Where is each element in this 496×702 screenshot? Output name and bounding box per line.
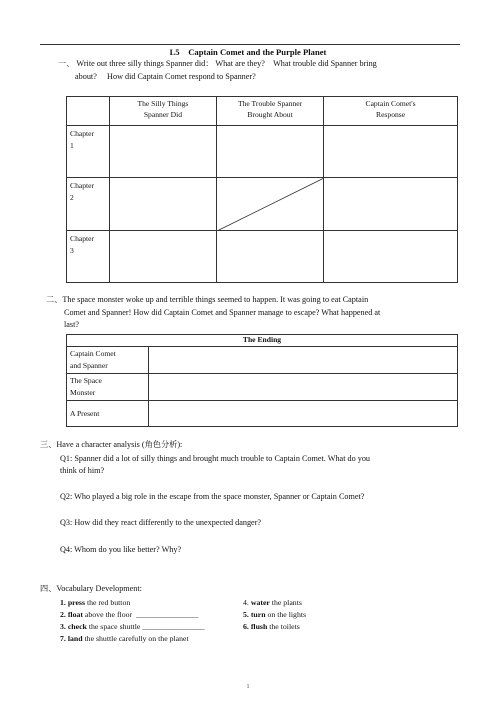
vocab-item-7: 7. land the shuttle carefully on the planet <box>60 634 189 643</box>
row-header-space-monster: The Space Monster <box>67 374 149 401</box>
page-title: L5 Captain Comet and the Purple Planet <box>169 47 327 57</box>
silly-things-table <box>66 96 458 283</box>
section1-question <box>58 58 377 83</box>
answer-cell[interactable] <box>149 401 458 427</box>
q1: Q1: Spanner did a lot of silly things and brought much trouble to Captain Comet. What do you think of him? <box>60 454 371 475</box>
section1-line-1: 一、 Write out three silly things Spanner did： What are they? What trouble did Spanner bring <box>58 59 377 68</box>
answer-cell[interactable] <box>324 178 458 231</box>
answer-cell[interactable] <box>109 178 216 231</box>
table-row <box>67 401 458 427</box>
vocab-item-1: 1. press the red button <box>60 598 131 607</box>
table-row <box>67 374 458 401</box>
col-header-silly-things: The Silly Things Spanner Did <box>109 97 216 126</box>
section1-line-2: about? How did Captain Comet respond to Spanner? <box>75 71 256 81</box>
corner-cell <box>67 97 110 126</box>
ending-table <box>66 334 458 427</box>
table-row <box>67 231 458 283</box>
vocab-item-3: 3. check the space shuttle ________________ <box>60 622 205 631</box>
answer-cell[interactable] <box>109 231 216 283</box>
answer-cell[interactable] <box>216 126 323 178</box>
page-number: 1 <box>246 684 250 690</box>
answer-cell[interactable] <box>149 347 458 374</box>
answer-cell[interactable] <box>324 126 458 178</box>
row-header-chapter-3: Chapter 3 <box>67 231 110 283</box>
section2-line-1: 二、The space monster woke up and terrible things seemed to happen. It was going to eat Captain <box>46 295 369 304</box>
answer-cell-struck[interactable] <box>216 178 323 231</box>
section4-heading: 四、Vocabulary Development: <box>40 584 142 593</box>
answer-cell[interactable] <box>216 231 323 283</box>
vocab-item-2: 2. float above the floor ________________ <box>60 610 199 619</box>
vocab-item-6: 6. flush the toilets <box>243 622 300 631</box>
diagonal-strike-line <box>217 178 324 231</box>
table-row <box>67 178 458 231</box>
row-header-captain-spanner: Captain Comet and Spanner <box>67 347 149 374</box>
answer-blank[interactable]: ________________ <box>136 610 199 619</box>
answer-cell[interactable] <box>109 126 216 178</box>
table-row <box>67 347 458 374</box>
ending-header: The Ending <box>67 335 458 347</box>
q3: Q3: How did they react differently to the unexpected danger? <box>60 518 262 527</box>
row-header-present: A Present <box>67 401 149 427</box>
section3-heading: 三、Have a character analysis (角色分析): <box>40 440 183 449</box>
answer-blank[interactable]: ________________ <box>142 622 205 631</box>
col-header-response: Captain Comet's Response <box>324 97 458 126</box>
row-header-chapter-2: Chapter 2 <box>67 178 110 231</box>
header-rule <box>40 44 460 45</box>
section2-line-3: last? <box>64 320 80 330</box>
section2-question <box>46 294 458 332</box>
section2-line-2: Comet and Spanner! How did Captain Comet and Spanner manage to escape? What happened at <box>64 307 381 317</box>
q4: Q4: Whom do you like better? Why? <box>60 545 182 554</box>
answer-cell[interactable] <box>324 231 458 283</box>
col-header-trouble: The Trouble Spanner Brought About <box>216 97 323 126</box>
row-header-chapter-1: Chapter 1 <box>67 126 110 178</box>
q2: Q2: Who played a big role in the escape from the space monster, Spanner or Captain Comet? <box>60 492 365 501</box>
vocab-item-4: 4. water the plants <box>243 598 302 607</box>
table-row <box>67 126 458 178</box>
answer-cell[interactable] <box>149 374 458 401</box>
vocab-item-5: 5. turn on the lights <box>243 610 307 619</box>
